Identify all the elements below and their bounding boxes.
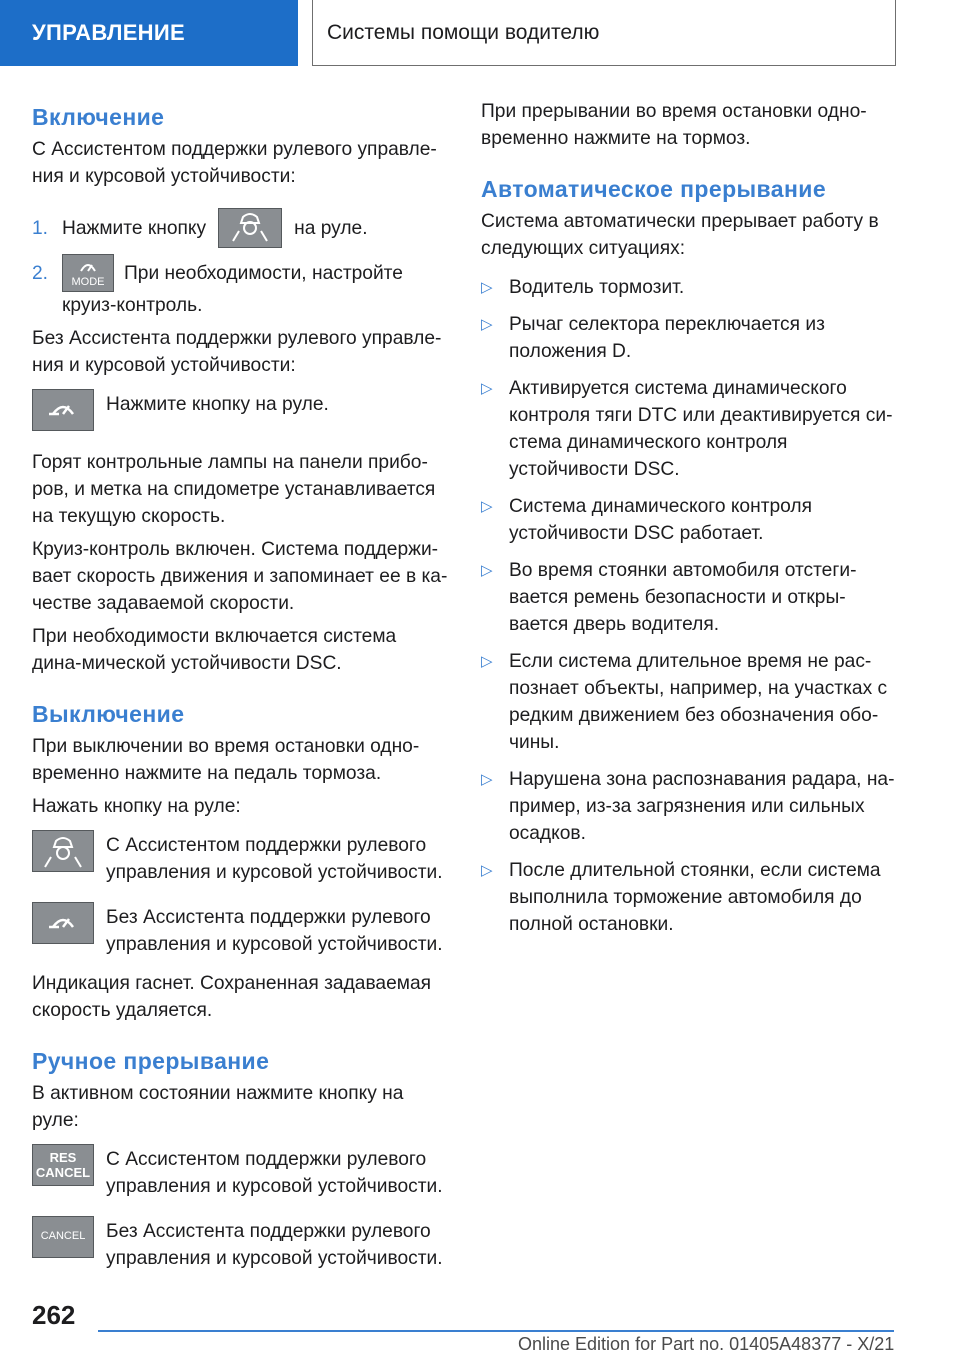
step-2-text-b: круиз-контроль.: [62, 295, 203, 316]
dsc-on-text: При необходимости включается система дина-мической устойчивости DSC.: [32, 626, 397, 674]
auto-intro: Система автоматически прерывает работу в следующих ситуациях:: [481, 211, 879, 259]
cruise-speedometer-icon: [63, 257, 113, 277]
bullet-triangle-icon: ▷: [481, 862, 493, 879]
heading-switch-off: Выключение: [32, 701, 185, 727]
bullet-triangle-icon: ▷: [481, 380, 493, 397]
left-column: [32, 98, 450, 1272]
list-item-text: Система динамического контроля устойчивости DSC работает.: [509, 496, 812, 544]
steering-assist-icon: [33, 831, 93, 871]
cruise-button-image: [32, 389, 94, 431]
cruise-on-text: Круиз-контроль включен. Система поддержи-вает скорость движения и запоминает ее в ка-честве задаваемой скорости.: [32, 539, 448, 614]
cancel-small-label: CANCEL: [40, 1230, 86, 1242]
cruise-speedometer-icon: [33, 390, 93, 430]
step-2-number: 2.: [32, 263, 49, 284]
mode-label: MODE: [71, 276, 105, 288]
list-item: [481, 493, 901, 547]
manual-with-assist-text: С Ассистентом поддержки рулевого управления и курсовой устойчивости.: [106, 1149, 443, 1197]
list-item: [481, 311, 901, 365]
list-item: [481, 766, 901, 847]
press-button-text: Нажмите кнопку на руле.: [106, 394, 329, 415]
cancel-label: CANCEL: [35, 1165, 91, 1180]
bullet-triangle-icon: ▷: [481, 316, 493, 333]
step-1-text-b: на руле.: [294, 217, 368, 239]
list-item: [481, 857, 901, 938]
bullet-triangle-icon: ▷: [481, 562, 493, 579]
list-item: [481, 274, 901, 301]
stop-intro: При прерывании во время остановки одно-временно нажмите на тормоз.: [481, 101, 867, 149]
off-with-assist-text: С Ассистентом поддержки рулевого управления и курсовой устойчивости.: [106, 835, 443, 883]
off-with-assist-row: [32, 832, 450, 886]
list-item-text: Нарушена зона распознавания радара, на-пример, из-за загрязнения или сильных осадков.: [509, 769, 895, 844]
heading-switch-on: Включение: [32, 104, 165, 130]
lamps-text: Горят контрольные лампы на панели прибо-ров, и метка на спидометре устанавливается на текущую скорость.: [32, 452, 436, 527]
bullet-triangle-icon: ▷: [481, 771, 493, 788]
mode-button-image: [62, 254, 114, 292]
off-without-assist-row: [32, 904, 450, 958]
list-item-text: Активируется система динамического контроля тяги DTC или деактивируется си-стема динамического контроля устойчивости DSC.: [509, 378, 893, 480]
cancel-row: [32, 1218, 450, 1272]
res-cancel-row: [32, 1146, 450, 1200]
steering-assist-button-image: [32, 830, 94, 872]
step-1: [32, 208, 450, 248]
bullet-triangle-icon: ▷: [481, 498, 493, 515]
manual-without-assist-text: Без Ассистента поддержки рулевого управления и курсовой устойчивости.: [106, 1221, 443, 1269]
list-item: [481, 648, 901, 756]
page-number: 262: [32, 1300, 76, 1330]
bullet-triangle-icon: ▷: [481, 279, 493, 296]
section-title: Системы помощи водителю: [312, 0, 896, 66]
step-1-number: 1.: [32, 217, 49, 239]
res-cancel-button-image: [32, 1144, 94, 1186]
bullet-triangle-icon: ▷: [481, 653, 493, 670]
bullet-list: [481, 274, 901, 938]
list-item-text: Если система длительное время не рас-познает объекты, например, на участках с редким движением без обозначения обо-чины.: [509, 651, 888, 753]
without-intro: Без Ассистента поддержки рулевого управле-ния и курсовой устойчивости:: [32, 328, 442, 376]
list-item: [481, 557, 901, 638]
right-column: [481, 98, 901, 938]
footer-edition: Online Edition for Part no. 01405A48377 - X/21: [518, 1334, 895, 1354]
cruise-button-image: [32, 902, 94, 944]
step-2-text-a: При необходимости, настройте: [124, 263, 403, 284]
step-2: [32, 260, 450, 319]
footer-divider: [98, 1330, 894, 1332]
heading-manual-interrupt: Ручное прерывание: [32, 1048, 270, 1074]
list-item: [481, 375, 901, 483]
steering-assist-icon: [219, 209, 281, 247]
press-button-row: [32, 391, 450, 431]
list-item-text: Рычаг селектора переключается из положения D.: [509, 314, 825, 362]
press-wheel-text: Нажать кнопку на руле:: [32, 796, 241, 817]
list-item-text: Во время стоянки автомобиля отстеги-вается ремень безопасности и откры-вается дверь водителя.: [509, 560, 857, 635]
list-item-text: После длительной стоянки, если система выполнила торможение автомобиля до полной остановки.: [509, 860, 881, 935]
res-label: RES: [49, 1150, 77, 1165]
off-intro: При выключении во время остановки одно-временно нажмите на педаль тормоза.: [32, 736, 420, 784]
list-item-text: Водитель тормозит.: [509, 277, 685, 298]
cruise-speedometer-icon: [33, 903, 93, 943]
steering-assist-button-image: [218, 208, 282, 248]
step-1-text-a: Нажмите кнопку: [62, 217, 207, 239]
off-without-assist-text: Без Ассистента поддержки рулевого управления и курсовой устойчивости.: [106, 907, 443, 955]
heading-auto-interrupt: Автоматическое прерывание: [481, 176, 827, 202]
indicator-off-text: Индикация гаснет. Сохраненная задаваемая скорость удаляется.: [32, 973, 432, 1021]
on-intro: С Ассистентом поддержки рулевого управле-ния и курсовой устойчивости:: [32, 139, 437, 187]
cancel-button-image: [32, 1216, 94, 1258]
chapter-tab: УПРАВЛЕНИЕ: [0, 0, 298, 66]
manual-intro: В активном состоянии нажмите кнопку на руле:: [32, 1083, 404, 1131]
